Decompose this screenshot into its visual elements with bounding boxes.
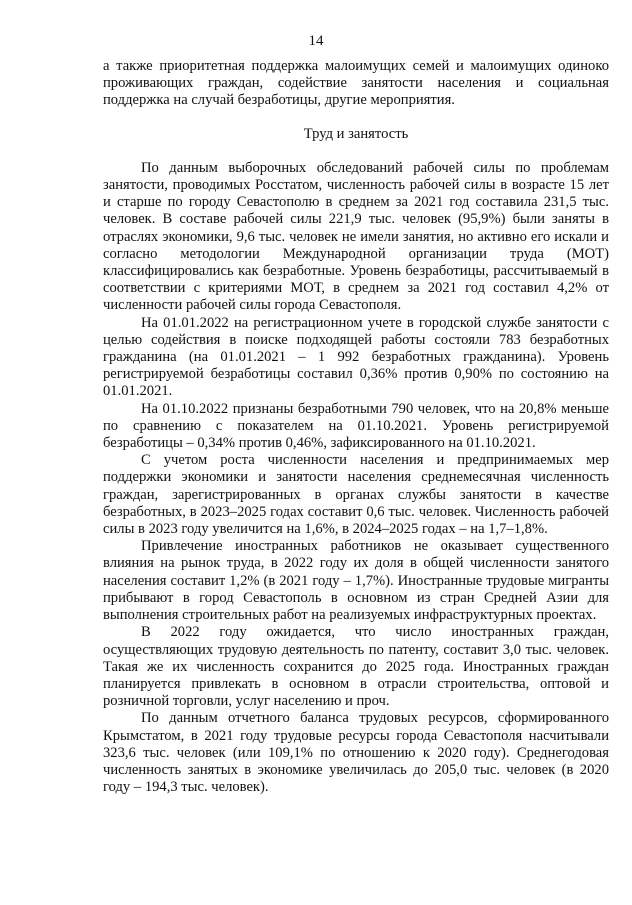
paragraph-registered-unemployed-2022: На 01.01.2022 на регистрационном учете в городской службе занятости с целью содействия в поиске подходящей работы состояли 783 безработных гражданина (на 01.01.2021 – 1 992 безработных гражданина). Уровень регистрируемой безработицы составил 0,36% против 0,90% по состоянию на 01.01.2021. — [103, 314, 609, 400]
page-number: 14 — [308, 33, 324, 49]
paragraph-foreign-workers: Привлечение иностранных работников не оказывает существенного влияния на рынок труда, в 2022 году их доля в общей численности занятого населения составит 1,2% (в 2021 году – 1,7%). Иностранные трудовые мигранты прибывают в город Севастополь в основном из стран Средней Азии для выполнения строительных работ на реализуемых инфраструктурных проектах. — [103, 538, 609, 624]
paragraph-labor-resources: По данным отчетного баланса трудовых ресурсов, сформированного Крымстатом, в 2021 году трудовые ресурсы города Севастополя насчитывали 323,6 тыс. человек (или 109,1% по отношению к 2020 году). Среднегодовая численность занятых в экономике увеличилась до 205,0 тыс. человек (в 2020 году – 194,3 тыс. человек). — [103, 710, 609, 796]
section-heading: Труд и занятость — [303, 125, 409, 142]
paragraph-patent-workers: В 2022 году ожидается, что число иностранных граждан, осуществляющих трудовую деятельность по патенту, составит 3,0 тыс. человек. Такая же их численность сохранится до 2025 года. Иностранных граждан планируется привлекать в основном в отрасли строительства, оптовой и розничной торговли, услуг населению и проч. — [103, 624, 609, 710]
opening-paragraph: а также приоритетная поддержка малоимущих семей и малоимущих одиноко проживающих граждан, содействие занятости населения и социальная поддержка на случай безработицы, другие мероприятия. — [103, 58, 609, 109]
document-body — [103, 58, 609, 796]
paragraph-unemployed-october: На 01.10.2022 признаны безработными 790 человек, что на 20,8% меньше по сравнению с показателем на 01.10.2021. Уровень регистрируемой безработицы – 0,34% против 0,46%, зафиксированного на 01.10.2021. — [103, 400, 609, 452]
paragraph-labor-force: По данным выборочных обследований рабочей силы по проблемам занятости, проводимых Росстатом, численность рабочей силы в возрасте 15 лет и старше по городу Севастополю в среднем за 2021 год составила 231,5 тыс. человек. В составе рабочей силы 221,9 тыс. человек (95,9%) были заняты в отраслях экономики, 9,6 тыс. человек не имели занятия, но активно его искали и согласно методологии Международной организации труда (МОТ) классифицировались как безработные. Уровень безработицы, рассчитываемый в соответствии с критериями МОТ, в среднем за 2021 год составил 4,2% от численности рабочей силы города Севастополя. — [103, 159, 609, 314]
paragraph-forecast: С учетом роста численности населения и предпринимаемых мер поддержки экономики и занятости населения среднемесячная численность граждан, зарегистрированных в органах службы занятости в качестве безработных, в 2023–2025 годах составит 0,6 тыс. человек. Численность рабочей силы в 2023 году увеличится на 1,6%, в 2024–2025 годах – на 1,7–1,8%. — [103, 452, 609, 538]
